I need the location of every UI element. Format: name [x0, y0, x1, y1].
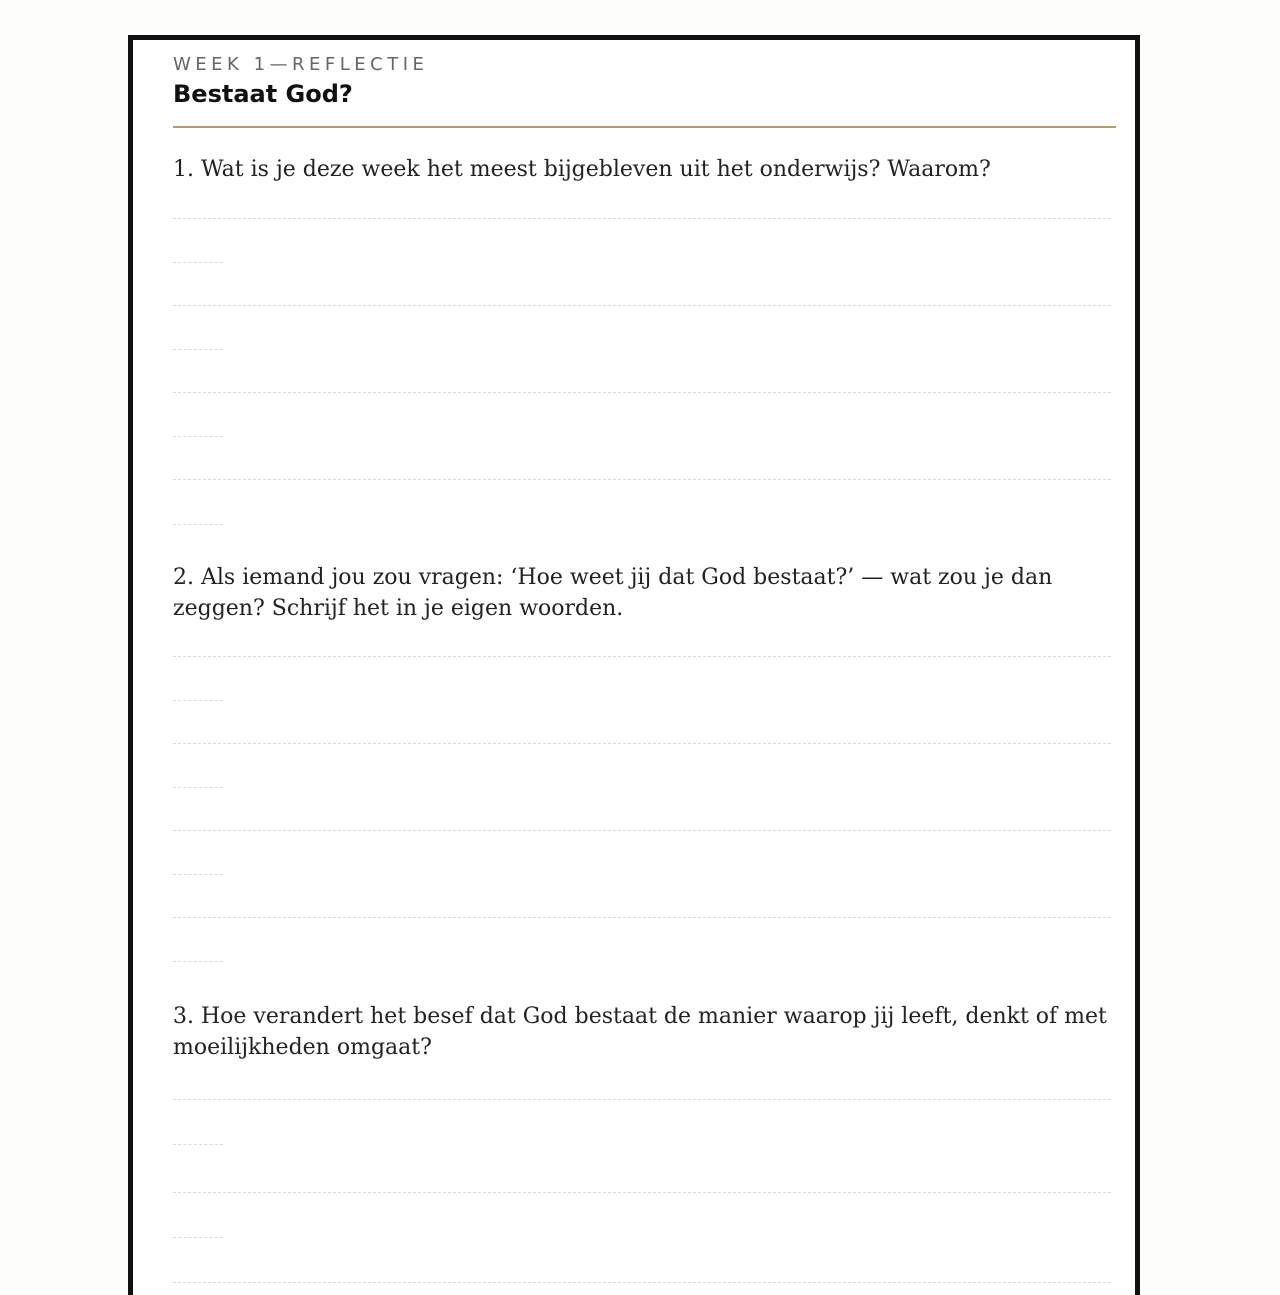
answer-line[interactable]	[173, 305, 1111, 306]
answer-line[interactable]	[173, 1144, 223, 1145]
answer-line[interactable]	[173, 1237, 223, 1238]
question-3-section	[173, 1001, 1117, 1063]
answer-line[interactable]	[173, 874, 223, 875]
worksheet-page	[128, 35, 1140, 1295]
week-label: WEEK 1—REFLECTIE	[173, 54, 429, 75]
answer-line[interactable]	[173, 830, 1111, 831]
answer-line[interactable]	[173, 436, 223, 437]
answer-line[interactable]	[173, 961, 223, 962]
answer-line[interactable]	[173, 1282, 1111, 1283]
title-divider	[173, 126, 1116, 128]
answer-line[interactable]	[173, 1192, 1111, 1193]
answer-line[interactable]	[173, 392, 1111, 393]
answer-line[interactable]	[173, 1099, 1111, 1100]
question-2-section	[173, 562, 1117, 624]
question-1-section	[173, 154, 1117, 185]
answer-line[interactable]	[173, 349, 223, 350]
answer-line[interactable]	[173, 262, 223, 263]
question-3-text: 3. Hoe verandert het besef dat God bestaat de manier waarop jij leeft, denkt of met moeilijkheden omgaat?	[173, 1004, 1107, 1060]
page-title: Bestaat God?	[173, 80, 353, 108]
answer-line[interactable]	[173, 743, 1111, 744]
question-2-text: 2. Als iemand jou zou vragen: ‘Hoe weet jij dat God bestaat?’ — wat zou je dan zeggen? Schrijf het in je eigen woorden.	[173, 565, 1053, 621]
answer-line[interactable]	[173, 700, 223, 701]
answer-line[interactable]	[173, 524, 223, 525]
answer-line[interactable]	[173, 917, 1111, 918]
answer-line[interactable]	[173, 787, 223, 788]
question-1-text: 1. Wat is je deze week het meest bijgebleven uit het onderwijs? Waarom?	[173, 157, 991, 182]
answer-line[interactable]	[173, 479, 1111, 480]
answer-line[interactable]	[173, 656, 1111, 657]
answer-line[interactable]	[173, 218, 1111, 219]
